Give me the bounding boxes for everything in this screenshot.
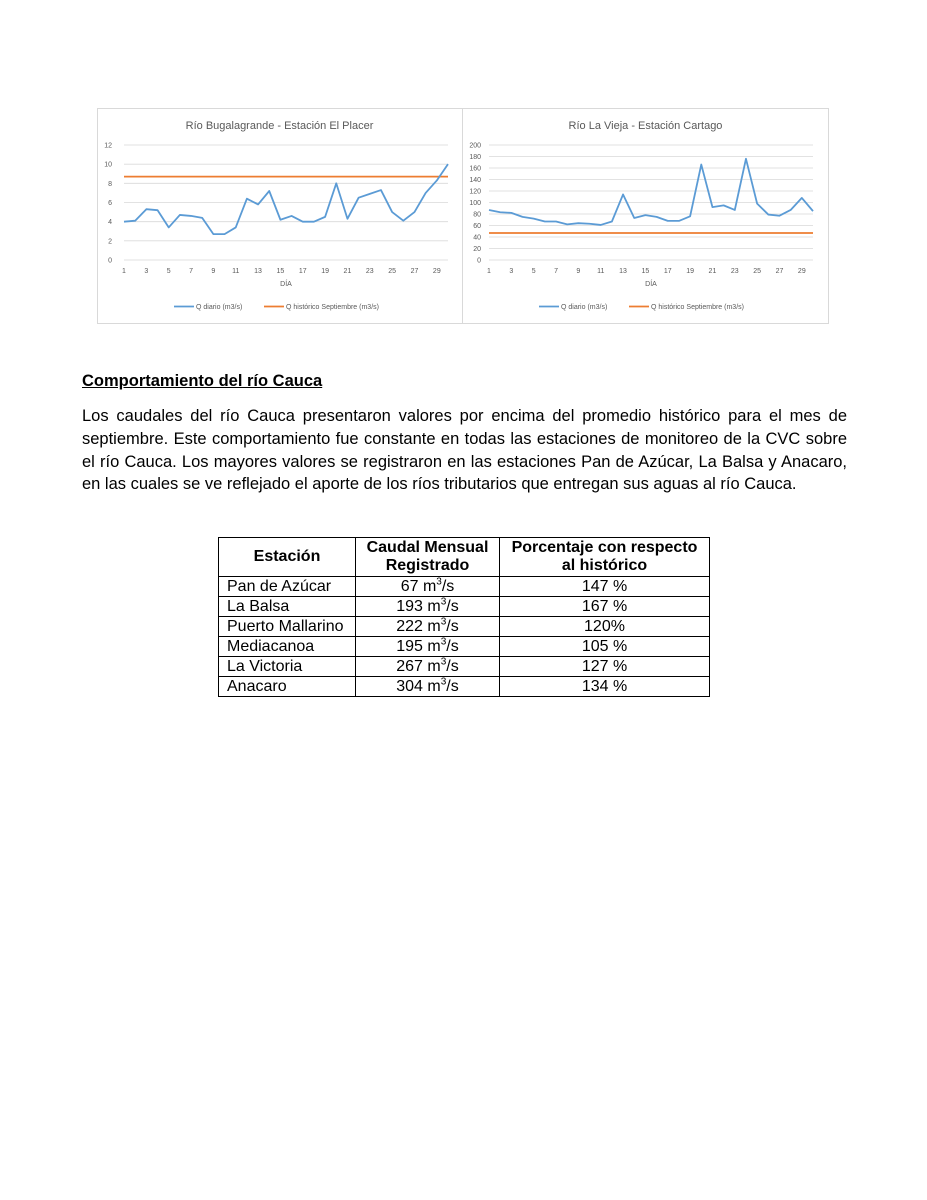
y-tick-label: 160 (469, 165, 481, 173)
x-tick-label: 1 (122, 268, 126, 275)
table-header-row (219, 538, 710, 577)
unit-m: m (427, 618, 441, 635)
y-tick-label: 180 (469, 154, 481, 161)
x-tick-label: 19 (686, 268, 695, 275)
y-tick-label: 120 (469, 188, 481, 196)
section-heading: Comportamiento del río Cauca (82, 372, 323, 390)
unit-per-second: /s (446, 678, 459, 695)
table-row (219, 617, 710, 637)
cell-flow (356, 617, 500, 637)
stations-table (218, 537, 710, 697)
charts-frame (97, 108, 829, 324)
chart-title: Río La Vieja - Estación Cartago (568, 120, 723, 132)
cell-percent: 167 % (500, 597, 710, 617)
cell-station: La Balsa (219, 597, 356, 617)
x-tick-label: 21 (343, 268, 352, 275)
x-tick-label: 23 (730, 268, 739, 275)
x-tick-label: 11 (232, 268, 240, 275)
x-tick-label: 5 (166, 268, 171, 275)
cell-flow-value: 267 (396, 658, 428, 675)
x-tick-label: 17 (663, 268, 672, 275)
unit-exponent: 3 (436, 576, 442, 588)
y-tick-label: 6 (108, 200, 112, 207)
unit-exponent: 3 (440, 596, 447, 608)
header-flow-line-2: Registrado (385, 557, 470, 574)
unit-m: m (427, 658, 441, 675)
y-tick-label: 12 (104, 142, 112, 150)
unit-m: m (427, 678, 441, 695)
section-paragraph: Los caudales del río Cauca presentaron valores por encima del promedio histórico para el mes de septiembre. Este comportamiento fue constante en todas las estaciones de monitoreo de la CVC sobre el río Cauca. Los mayores valores se registraron en las estaciones Pan de Azúcar, La Balsa y Anacaro, en las cuales se ve reflejado el aporte de los ríos tributarios que entregan sus aguas al río Cauca. (82, 407, 847, 494)
cell-percent: 147 % (500, 577, 710, 597)
chart-bugalagrande-svg (98, 109, 461, 323)
x-tick-label: 5 (531, 268, 536, 275)
y-tick-label: 4 (108, 219, 112, 227)
x-tick-label: 15 (641, 268, 650, 275)
y-tick-label: 2 (108, 238, 112, 246)
chart-title: Río Bugalagrande - Estación El Placer (185, 120, 374, 132)
cell-station: Mediacanoa (219, 637, 356, 657)
y-tick-label: 10 (104, 161, 112, 169)
series-line (124, 164, 448, 234)
unit-per-second: /s (446, 598, 459, 615)
x-tick-label: 3 (509, 268, 514, 275)
cell-percent: 134 % (500, 677, 710, 697)
legend-label: Q diario (m3/s) (561, 304, 608, 311)
y-tick-label: 140 (469, 177, 481, 184)
x-tick-label: 25 (388, 268, 397, 275)
cell-station: Puerto Mallarino (219, 617, 356, 637)
cell-flow-value: 67 (400, 578, 423, 595)
x-tick-label: 29 (432, 268, 441, 275)
y-tick-label: 0 (477, 257, 481, 265)
header-percent (500, 538, 710, 577)
cell-flow-value: 222 (396, 618, 428, 635)
x-tick-label: 7 (554, 268, 558, 275)
header-station-line-1: Estación (253, 548, 321, 565)
table-row (219, 677, 710, 697)
x-tick-label: 11 (597, 268, 605, 275)
chart-la-vieja-svg (463, 109, 828, 323)
x-tick-label: 19 (321, 268, 330, 275)
chart-bugalagrande (98, 109, 461, 323)
unit-m: m (427, 598, 441, 615)
cell-station: Pan de Azúcar (219, 577, 356, 597)
unit-exponent: 3 (440, 656, 447, 668)
cell-flow (356, 637, 500, 657)
cell-station: Anacaro (219, 677, 356, 697)
cell-station: La Victoria (219, 657, 356, 677)
series-line (489, 159, 813, 225)
x-tick-label: 13 (619, 268, 627, 275)
x-tick-label: 9 (211, 268, 216, 275)
header-flow-line-1: Caudal Mensual (366, 539, 489, 556)
x-tick-label: 9 (576, 268, 581, 275)
y-tick-label: 60 (473, 223, 481, 230)
y-tick-label: 8 (108, 180, 112, 188)
table-row (219, 657, 710, 677)
unit-per-second: /s (446, 638, 459, 655)
x-tick-label: 25 (753, 268, 762, 275)
y-tick-label: 100 (469, 200, 481, 207)
x-tick-label: 21 (708, 268, 717, 275)
cell-flow (356, 597, 500, 617)
unit-per-second: /s (446, 618, 459, 635)
x-tick-label: 27 (775, 268, 784, 275)
cell-flow (356, 657, 500, 677)
unit-per-second: /s (441, 578, 455, 595)
legend-label: Q histórico Septiembre (m3/s) (286, 304, 379, 311)
unit-m: m (422, 578, 437, 595)
cell-flow (356, 677, 500, 697)
x-tick-label: 15 (276, 268, 285, 275)
x-tick-label: 23 (365, 268, 374, 275)
table-row (219, 597, 710, 617)
x-tick-label: 13 (254, 268, 262, 275)
header-percent-line-2: al histórico (561, 557, 648, 574)
y-tick-label: 0 (108, 257, 112, 265)
unit-exponent: 3 (440, 616, 447, 628)
chart-la-vieja (462, 109, 828, 323)
y-tick-label: 20 (473, 246, 481, 253)
cell-percent: 120% (500, 617, 710, 637)
cell-percent: 105 % (500, 637, 710, 657)
cell-flow-value: 195 (396, 638, 428, 655)
unit-exponent: 3 (440, 676, 447, 688)
x-axis-label: DÍA (645, 281, 657, 288)
table-body (219, 577, 710, 697)
cell-flow-value: 304 (396, 678, 428, 695)
y-tick-label: 200 (469, 142, 481, 150)
x-tick-label: 29 (797, 268, 806, 275)
cell-flow (356, 577, 500, 597)
y-tick-label: 40 (473, 234, 481, 242)
x-tick-label: 3 (144, 268, 149, 275)
table-row (219, 577, 710, 597)
y-tick-label: 80 (473, 211, 481, 219)
cell-flow-value: 193 (396, 598, 428, 615)
x-tick-label: 17 (298, 268, 307, 275)
header-station (219, 538, 356, 577)
header-flow (356, 538, 500, 577)
header-percent-line-1: Porcentaje con respecto (511, 539, 698, 556)
unit-per-second: /s (446, 658, 459, 675)
x-tick-label: 7 (189, 268, 193, 275)
unit-exponent: 3 (440, 636, 447, 648)
x-tick-label: 1 (487, 268, 491, 275)
legend-label: Q histórico Septiembre (m3/s) (651, 304, 744, 311)
x-axis-label: DÍA (280, 281, 292, 288)
unit-m: m (427, 638, 441, 655)
legend-label: Q diario (m3/s) (196, 304, 243, 311)
table-row (219, 637, 710, 657)
cell-percent: 127 % (500, 657, 710, 677)
x-tick-label: 27 (410, 268, 419, 275)
